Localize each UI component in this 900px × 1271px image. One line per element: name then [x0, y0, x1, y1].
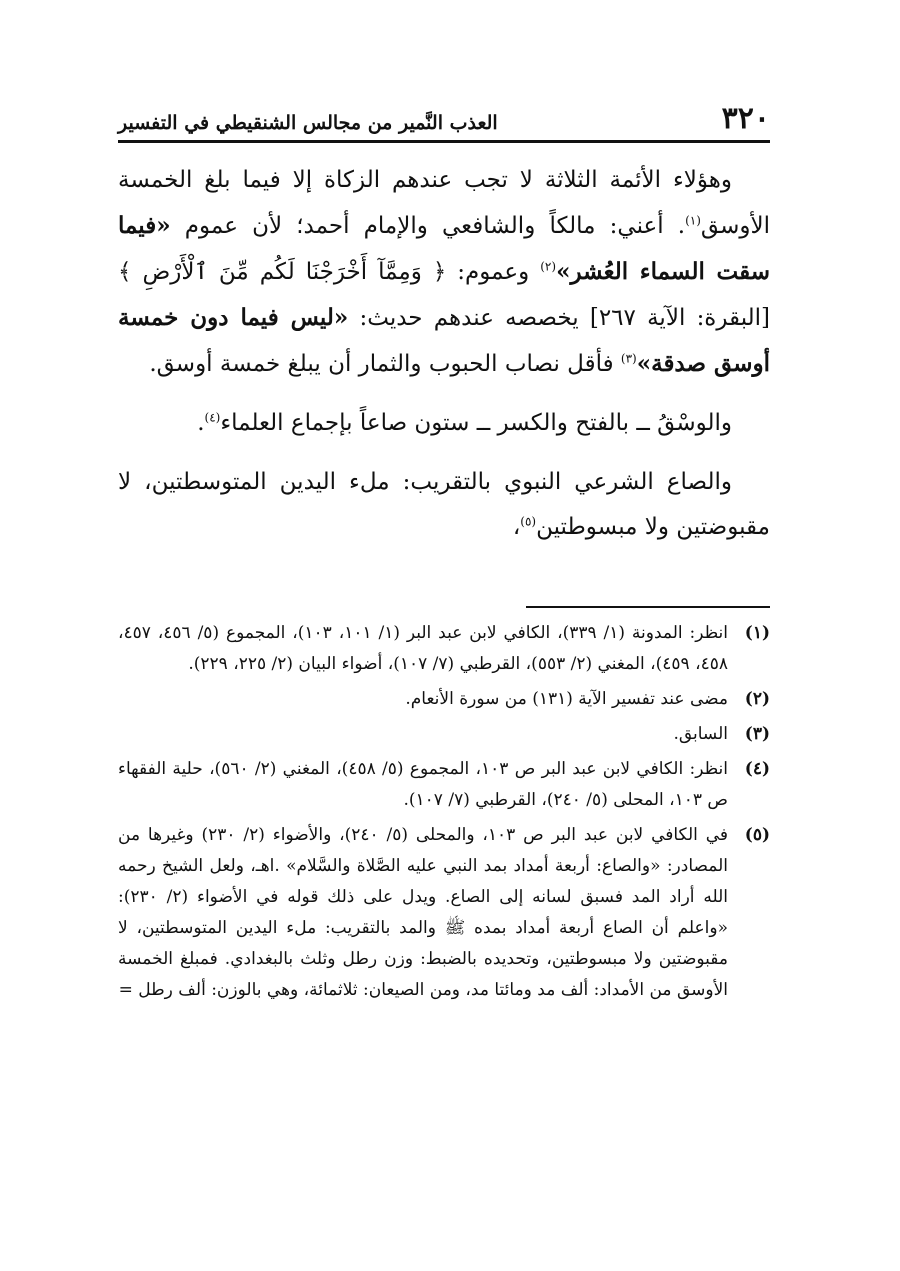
footnote-text: السابق. [673, 724, 728, 744]
footnote-text: انظر: المدونة (١/ ٣٣٩)، الكافي لابن عبد البر (١/ ١٠١، ١٠٣)، المجموع (٥/ ٤٥٦، ٤٥٧، ٤٥٨، ٤٥٩)، المغني (٢/ ٥٥٣)، القرطبي (٧/ ١٠٧)، أضواء البيان (٢/ ٢٢٥، ٢٢٩). [118, 623, 728, 674]
text-segment: فأقل نصاب الحبوب والثمار أن يبلغ خمسة أوسق. [149, 351, 621, 377]
footnote-2 [118, 684, 770, 715]
text-segment: والوسْقُ ــ بالفتح والكسر ــ ستون صاعاً بإجماع العلماء [220, 410, 732, 436]
footnote-text: في الكافي لابن عبد البر ص ١٠٣، والمحلى (٥/ ٢٤٠)، والأضواء (٢/ ٢٣٠) وغيرها من المصادر: «والصاع: أربعة أمداد بمد النبي عليه الصَّلاة والسَّلام» .اهـ، ولعل الشيخ رحمه الله أراد المد فسبق لسانه إلى الصاع. ويدل على ذلك قوله في الأضواء (٢/ ٢٣٠): «واعلم أن الصاع أربعة أمداد بمده ﷺ والمد بالتقريب: ملء اليدين المتوسطتين، لا مقبوضتين ولا مبسوطتين، وتحديده بالضبط: وزن رطل وثلث بالبغدادي. فمبلغ الخمسة الأوسق من الأمداد: ألف مد ومائتا مد، ومن الصيعان: ثلاثمائة، وهي بالوزن: ألف رطل = [118, 825, 728, 1000]
page-number: ٣٢٠ [721, 101, 770, 136]
hadith-quote: «فيما سقت السماء العُشر» [118, 212, 770, 285]
text-segment: والصاع الشرعي النبوي بالتقريب: ملء اليدين المتوسطتين، لا مقبوضتين ولا مبسوطتين [118, 469, 770, 540]
footnote-separator [526, 606, 770, 608]
footnote-text: انظر: الكافي لابن عبد البر ص ١٠٣، المجموع (٥/ ٤٥٨)، المغني (٢/ ٥٦٠)، حلية الفقهاء ص ١٠٣، المحلى (٥/ ٢٤٠)، القرطبي (٧/ ١٠٧). [118, 759, 728, 810]
footnote-number: (١) [744, 623, 770, 643]
footnote-4 [118, 754, 770, 816]
footnote-ref-3: (٣) [620, 351, 637, 366]
text-segment: . أعني: مالكاً والشافعي والإمام أحمد؛ لأن عموم [170, 213, 686, 239]
footnote-ref-2: (٢) [540, 259, 557, 274]
main-text [118, 158, 770, 550]
paragraph-1 [118, 158, 770, 387]
page-header [118, 98, 770, 143]
text-segment: . [197, 410, 205, 436]
footnote-number: (٥) [744, 825, 770, 845]
running-title: العذب النَّمير من مجالس الشنقيطي في التفسير [118, 112, 498, 134]
footnote-ref-1: (١) [685, 213, 701, 228]
footnote-text: مضى عند تفسير الآية (١٣١) من سورة الأنعام. [405, 689, 728, 709]
text-segment: ، [512, 514, 521, 540]
footnote-3 [118, 719, 770, 750]
footnote-5 [118, 820, 770, 1006]
footnote-number: (٣) [744, 724, 770, 744]
text-segment: وعموم: ﴿ وَمِمَّآ أَخْرَجْنَا لَكُم مِّنَ ٱلْأَرْضِ ﴾ [البقرة: الآية ٢٦٧] يخصصه عندهم حديث: [118, 259, 770, 331]
footnote-number: (٤) [744, 759, 770, 779]
footnote-number: (٢) [744, 689, 770, 709]
footnote-ref-5: (٥) [520, 514, 537, 529]
footnotes [118, 618, 770, 1010]
paragraph-3 [118, 460, 770, 550]
footnote-ref-4: (٤) [204, 410, 221, 425]
footnote-1 [118, 618, 770, 680]
hadith-quote: «ليس فيما دون خمسة أوسق صدقة» [118, 304, 770, 377]
text-segment: وهؤلاء الأئمة الثلاثة لا تجب عندهم الزكاة إلا فيما بلغ الخمسة الأوسق [118, 167, 770, 239]
paragraph-2 [118, 401, 770, 446]
